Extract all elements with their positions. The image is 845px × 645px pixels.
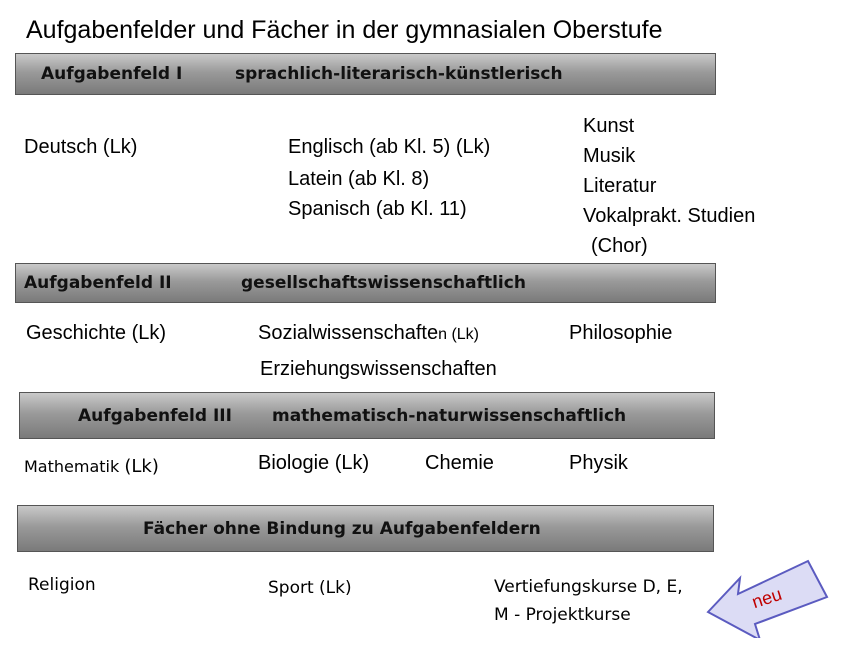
field-2-subject-tail: n (Lk) (438, 326, 479, 343)
field-2-subject: Philosophie (569, 322, 673, 344)
field-3-subject: Physik (569, 452, 628, 474)
page-title: Aufgabenfelder und Fächer in der gymnasialen Oberstufe (26, 16, 663, 44)
field-2-name: gesellschaftswissenschaftlich (241, 273, 526, 293)
field-2-subject: Geschichte (Lk) (26, 322, 167, 344)
field-1-subject: Vokalprakt. Studien (583, 205, 756, 227)
field-4-subject: Vertiefungskurse D, E, (494, 577, 683, 597)
field-2-subject-main: Sozialwissenschafte (258, 322, 439, 344)
field-3-label: Aufgabenfeld III (78, 405, 232, 426)
field-1-header (15, 53, 716, 95)
field-4-subject: Religion (28, 575, 96, 595)
field-1-subject: Musik (583, 145, 636, 167)
field-1-subject: (Chor) (591, 235, 648, 257)
field-2-subject: Erziehungswissenschaften (260, 358, 497, 380)
field-1-name: sprachlich-literarisch-künstlerisch (235, 64, 563, 84)
field-4-label: Fächer ohne Bindung zu Aufgabenfeldern (143, 518, 541, 539)
field-3-subject: Chemie (425, 452, 494, 474)
field-3-subject-tail: (Lk) (124, 456, 159, 477)
field-2-header (15, 263, 716, 303)
field-1-subject: Englisch (ab Kl. 5) (Lk) (288, 136, 491, 158)
field-3-subject: Biologie (Lk) (258, 452, 370, 474)
field-1-subject: Spanisch (ab Kl. 11) (288, 198, 467, 220)
field-1-subject: Deutsch (Lk) (24, 136, 138, 158)
new-arrow-icon (700, 558, 840, 638)
new-badge-text: neu (749, 583, 785, 613)
field-4-subject: Sport (Lk) (268, 578, 352, 598)
field-3-header (19, 392, 715, 439)
field-1-subject: Literatur (583, 175, 657, 197)
field-2-label: Aufgabenfeld II (24, 273, 172, 293)
field-4-subject: M - Projektkurse (494, 605, 631, 625)
field-1-label: Aufgabenfeld I (41, 64, 183, 84)
field-3-name: mathematisch-naturwissenschaftlich (272, 405, 627, 426)
field-1-subject: Latein (ab Kl. 8) (288, 168, 430, 190)
field-3-subject-main: Mathematik (24, 457, 120, 476)
field-1-subject: Kunst (583, 115, 635, 137)
field-3-subject (24, 456, 159, 477)
field-4-header (17, 505, 714, 552)
field-2-subject (258, 322, 479, 345)
